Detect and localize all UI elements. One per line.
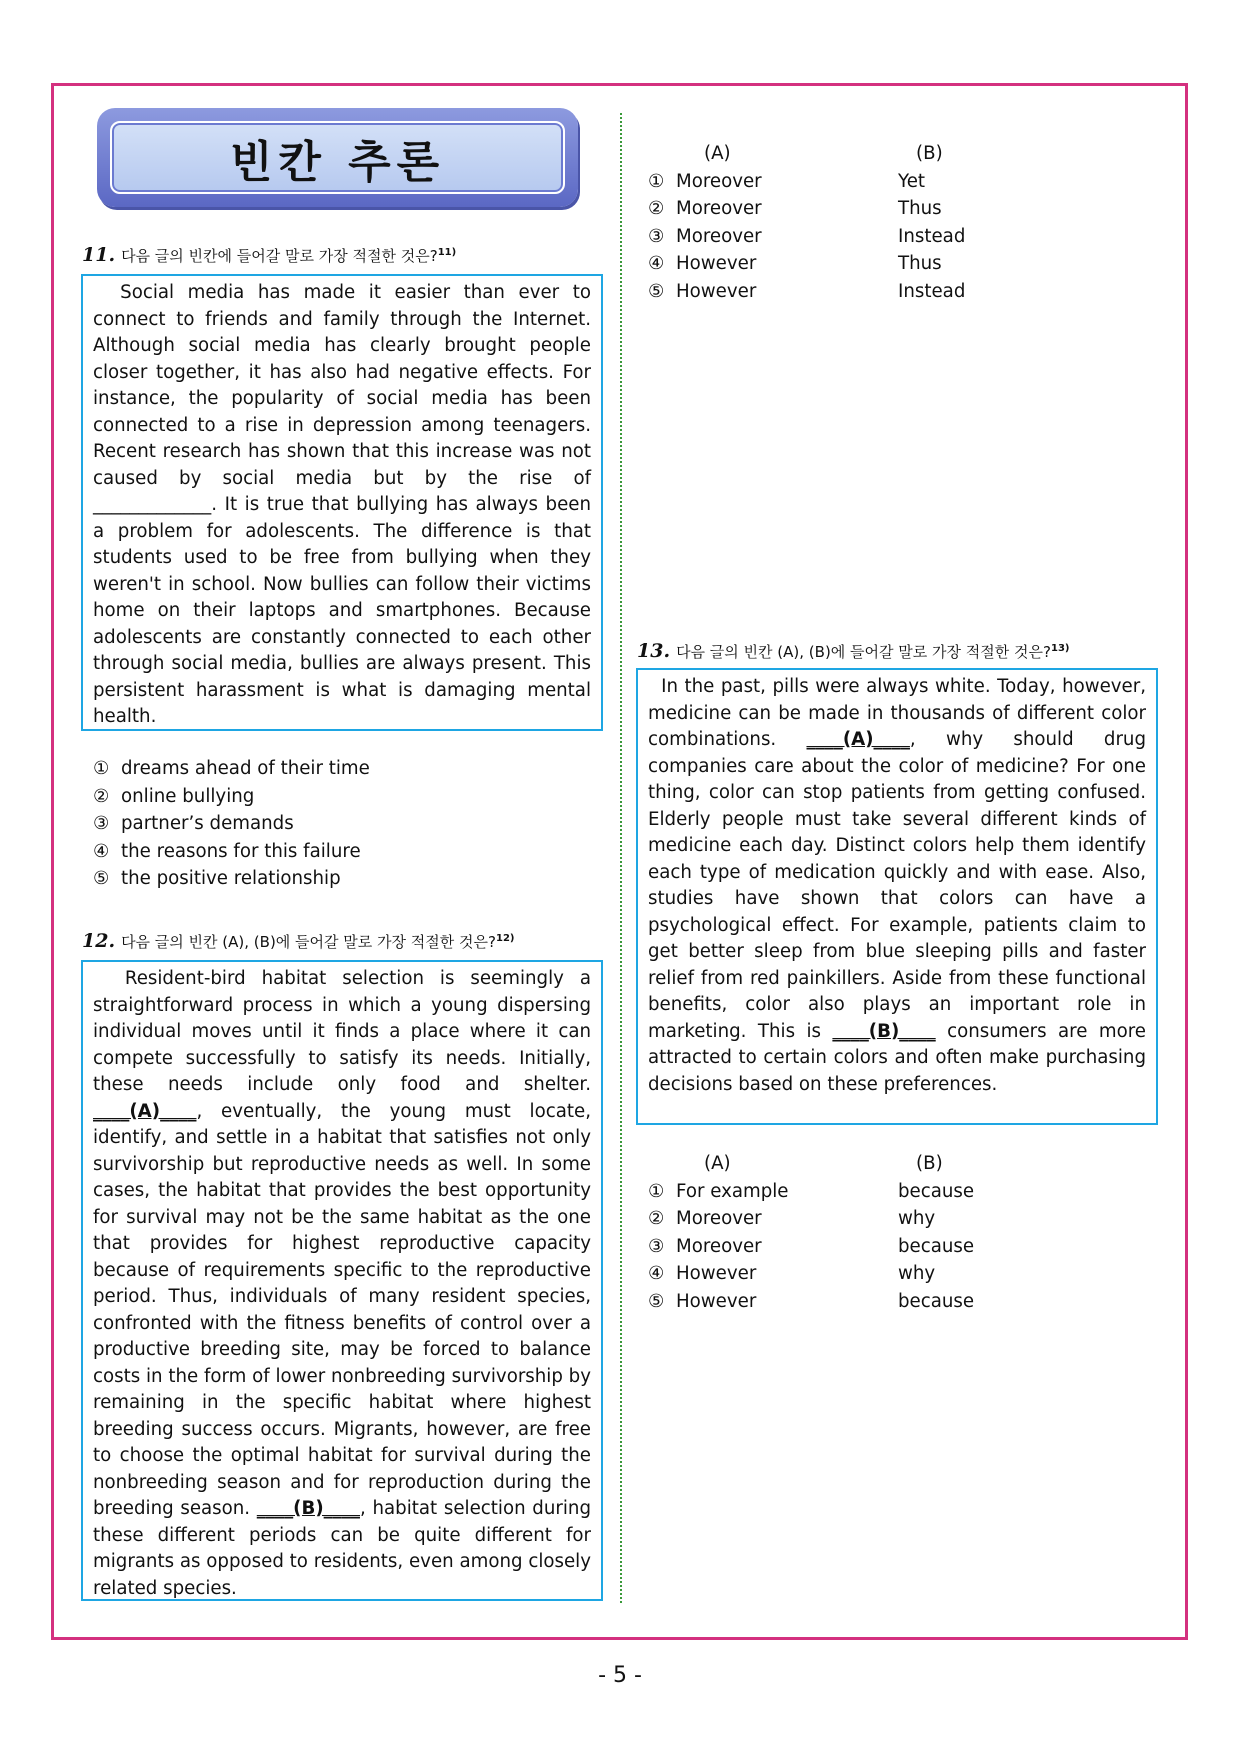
q12-footnote: 12) [495, 933, 515, 944]
q12-option[interactable]: ① Moreover Yet [648, 170, 926, 192]
q13-option[interactable]: ④ However why [648, 1263, 936, 1285]
q13-option[interactable]: ① For example because [648, 1180, 975, 1202]
column-divider [620, 113, 622, 1603]
q13-options [648, 1150, 1088, 1316]
q13-prompt: 다음 글의 빈칸 (A), (B)에 들어갈 말로 가장 적절한 것은? [676, 643, 1051, 661]
q13-header [637, 640, 1069, 662]
q11-number: 11. [82, 244, 116, 266]
q13-footnote: 13) [1050, 643, 1070, 654]
q12-option[interactable]: ② Moreover Thus [648, 198, 942, 220]
q12-option[interactable]: ⑤ However Instead [648, 280, 966, 302]
q11-passage-box [81, 274, 603, 731]
q11-options [93, 755, 370, 893]
q11-passage: Social media has made it easier than ever to connect to friends and family through the Internet. Although social media has clearly brought people closer together, it has also had negative effects. For instance, the popularity of social media has been connected to a rise in depression among teenagers. Recent research has shown that this increase was not caused by social media but by the rise of _____________. It is true that bullying has always been a problem for adolescents. The difference is that students used to be free from bullying when they weren't in school. Now bullies can follow their victims home on their laptops and smartphones. Because adolescents are constantly connected to each other through social media, bullies are always present. This persistent harassment is what is damaging mental health. [93, 282, 591, 727]
q13-options-header: (A) (B) [704, 1153, 943, 1174]
q12-blank-b: ____(B)____ [256, 1498, 361, 1519]
q11-option[interactable]: ② online bullying [93, 785, 255, 807]
q13-option[interactable]: ② Moreover why [648, 1208, 936, 1230]
q11-option[interactable]: ④ the reasons for this failure [93, 840, 361, 862]
q11-option[interactable]: ① dreams ahead of their time [93, 758, 370, 779]
page-number: - 5 - [598, 1663, 642, 1688]
q12-option[interactable]: ③ Moreover Instead [648, 225, 966, 247]
q13-number: 13. [637, 640, 671, 662]
q11-option[interactable]: ③ partner’s demands [93, 813, 294, 835]
q12-header [82, 930, 514, 952]
q13-blank-b: ____(B)____ [832, 1020, 936, 1042]
q13-blank-a: ____(A)____ [806, 729, 910, 750]
q12-passage: Resident-bird habitat selection is seemingly a straightforward process in which a young dispersing individual moves until it finds a place where it can compete successfully to satisfy its needs. Initially, these needs include only food and shelter. ____(A)____, eventually, the young must locate, identify, and settle in a habitat that satisfies not only survivorship but reproductive needs as well. In some cases, the habitat that provides the best opportunity for survival may not be the same habitat as the one that provides for highest reproductive capacity because of requirements specific to the reproductive period. Thus, individuals of many resident species, confronted with the fitness benefits of control over a productive breeding site, may be forced to balance costs in the form of lower nonbreeding survivorship by remaining in the specific habitat where highest breeding success occurs. Migrants, however, are free to choose the optimal habitat for survival during the nonbreeding season and for reproduction during the breeding season. ____(B)____, habitat selection during these different periods can be quite different for migrants as opposed to residents, even among closely related species. [93, 968, 591, 1599]
q11-footnote: 11) [437, 247, 457, 258]
q11-prompt: 다음 글의 빈칸에 들어갈 말로 가장 적절한 것은? [121, 247, 438, 265]
section-title: 빈칸 추론 [229, 136, 446, 188]
q13-option[interactable]: ⑤ However because [648, 1290, 975, 1312]
q12-passage-box [81, 960, 603, 1601]
q12-prompt: 다음 글의 빈칸 (A), (B)에 들어갈 말로 가장 적절한 것은? [121, 933, 496, 951]
q11-blank: _____________ [93, 494, 212, 515]
q13-option[interactable]: ③ Moreover because [648, 1235, 975, 1257]
q12-blank-a: ____(A)____ [93, 1100, 197, 1122]
q13-passage: In the past, pills were always white. Today, however, medicine can be made in thousands of different color combinations. ____(A)____, why should drug companies care about the color of medicine? For one thing, color can stop patients from getting confused. Elderly people must take several different kinds of medicine each day. Distinct colors help them identify each type of medication quickly and with ease. Also, studies have shown that colors can have a psychological effect. For example, patients claim to get better sleep from blue sleeping pills and faster relief from red painkillers. Aside from these functional benefits, color also plays an important role in marketing. This is ____(B)____ consumers are more attracted to certain colors and often make purchasing decisions based on these preferences. [648, 676, 1146, 1095]
q11-header [82, 244, 456, 266]
q12-option[interactable]: ④ However Thus [648, 253, 942, 275]
q11-option[interactable]: ⑤ the positive relationship [93, 868, 341, 890]
q12-number: 12. [82, 930, 116, 952]
section-title-inner [110, 121, 565, 194]
section-title-banner [97, 108, 578, 207]
q12-options [648, 140, 1088, 306]
q12-options-header: (A) (B) [704, 143, 943, 164]
q13-passage-box [636, 668, 1158, 1125]
